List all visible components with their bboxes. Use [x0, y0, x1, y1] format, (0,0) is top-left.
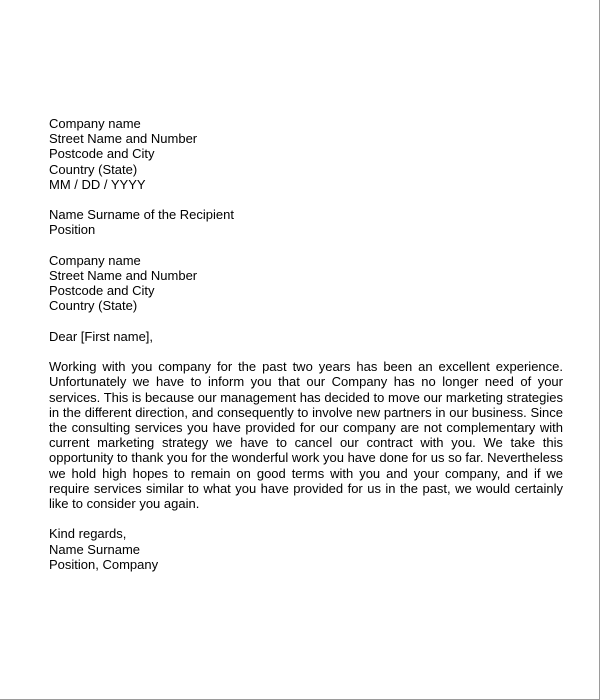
closing-position: Position, Company: [49, 556, 159, 572]
recipient-position: Position: [49, 222, 96, 238]
recipient-name-block: [49, 207, 563, 237]
letter-date: MM / DD / YYYY: [49, 176, 146, 192]
closing-block: [49, 526, 563, 572]
sender-postcode-city: Postcode and City: [49, 146, 155, 162]
recipient-country: Country (State): [49, 298, 138, 314]
closing-regards: Kind regards,: [49, 526, 127, 542]
sender-country: Country (State): [49, 161, 138, 177]
recipient-address-block: [49, 253, 563, 314]
letter-content: [49, 116, 563, 587]
recipient-postcode-city: Postcode and City: [49, 283, 155, 299]
recipient-company: Company name: [49, 252, 141, 268]
recipient-name: Name Surname of the Recipient: [49, 207, 234, 223]
sender-street: Street Name and Number: [49, 131, 198, 147]
salutation: [49, 329, 563, 344]
salutation-text: Dear [First name],: [49, 328, 154, 344]
letter-body: Working with you company for the past two years has been an excellent experience. Unfortunately we have to inform you that our Company has no longer need of your services. This is because our management has decided to move our marketing strategies in the different direction, and consequently to involve new partners in our business. Since the consulting services you have provided for our company are not complementary with current marketing strategy we have to cancel our contract with you. We take this opportunity to thank you for the wonderful work you have done for us so far. Nevertheless we hold high hopes to remain on good terms with you and your company, and if we require services similar to what you have provided for us in the past, we would certainly like to consider you again.: [49, 359, 563, 512]
sender-address-block: [49, 116, 563, 192]
sender-company: Company name: [49, 116, 141, 131]
recipient-street: Street Name and Number: [49, 268, 198, 283]
closing-name: Name Surname: [49, 541, 141, 557]
